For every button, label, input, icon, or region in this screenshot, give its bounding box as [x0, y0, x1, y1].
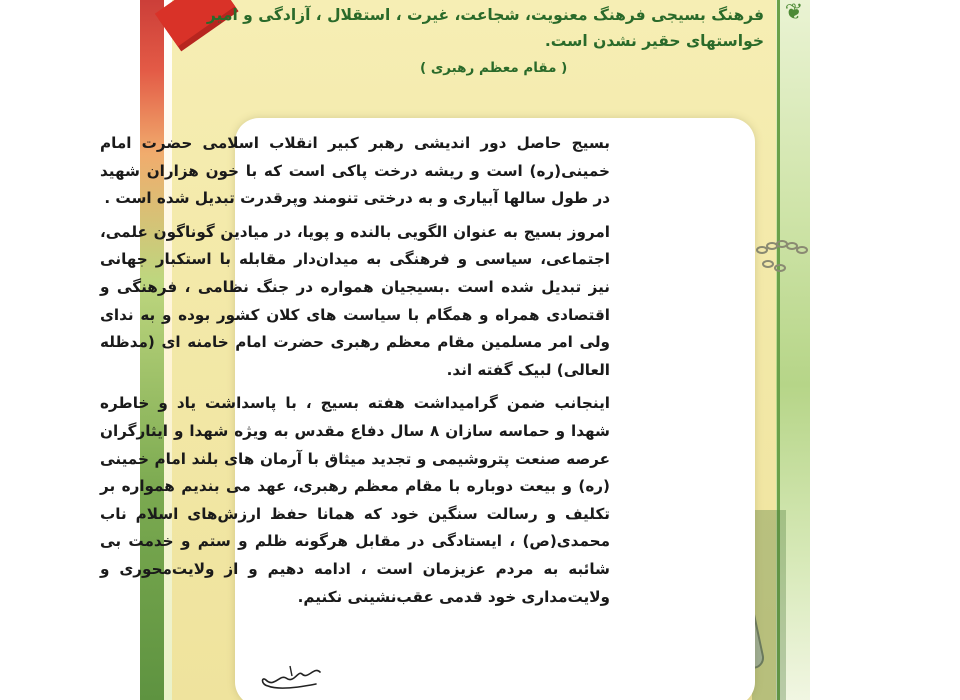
quote-attribution: ( مقام معظم رهبری ) — [420, 60, 568, 76]
header-quote: فرهنگ بسیجی فرهنگ معنویت، شجاعت، غیرت ، استقلال ، آزادگی و امیر خواستهای حقیر نشدن است. — [206, 6, 764, 50]
right-margin — [810, 0, 960, 700]
paragraph: امروز بسیج به عنوان الگویی بالنده و پویا، در میادین گوناگون علمی، اجتماعی، سیاسی و فرهنگی به میدان‌دار مقابله با استکبار جهانی نیز تبدیل شده است .بسیجیان همواره در جنگ نظامی ، فرهنگی و اقتصادی همراه و همگام با سیاست های کلان کشور بوده و به ندای ولی امر مسلمین مقام معظم رهبری حضرت امام خامنه ای (مدظله العالی) لبیک گفته اند. — [100, 222, 610, 379]
message-body — [100, 130, 610, 617]
leaf-icon: ❦ — [784, 0, 804, 25]
signature — [256, 662, 326, 698]
paragraph: بسیج حاصل دور اندیشی رهبر کبیر انقلاب اسلامی حضرت امام خمینی(ره) است و ریشه درخت پاکی است که با خون هزاران شهید در طول سالها آبیاری و به درختی تنومند وپرقدرت تبدیل شده است . — [100, 134, 610, 208]
paragraph: اینجانب ضمن گرامیداشت هفته بسیج ، با پاسداشت یاد و خاطره شهدا و حماسه سازان ۸ سال دفاع مقدس به ویژه شهدا و ایثارگران عرصه صنعت پتروشیمی و تجدید میثاق با آرمان های بلند امام خمینی (ره) و بیعت دوباره با مقام معظم رهبری، عهد می بندیم همواره بر تکلیف و رسالت سنگین خود که همانا حفظ ارزش‌های اسلام ناب محمدی(ص) ، ایستادگی در مقابل هرگونه ظلم و ستم و خدمت بی شائبه به مردم عزیزمان است ، ادامه دهیم و از ولایت‌محوری و ولایت‌مداری خود قدمی عقب‌نشینی نکنیم. — [100, 394, 610, 606]
chain-decoration — [754, 230, 810, 280]
